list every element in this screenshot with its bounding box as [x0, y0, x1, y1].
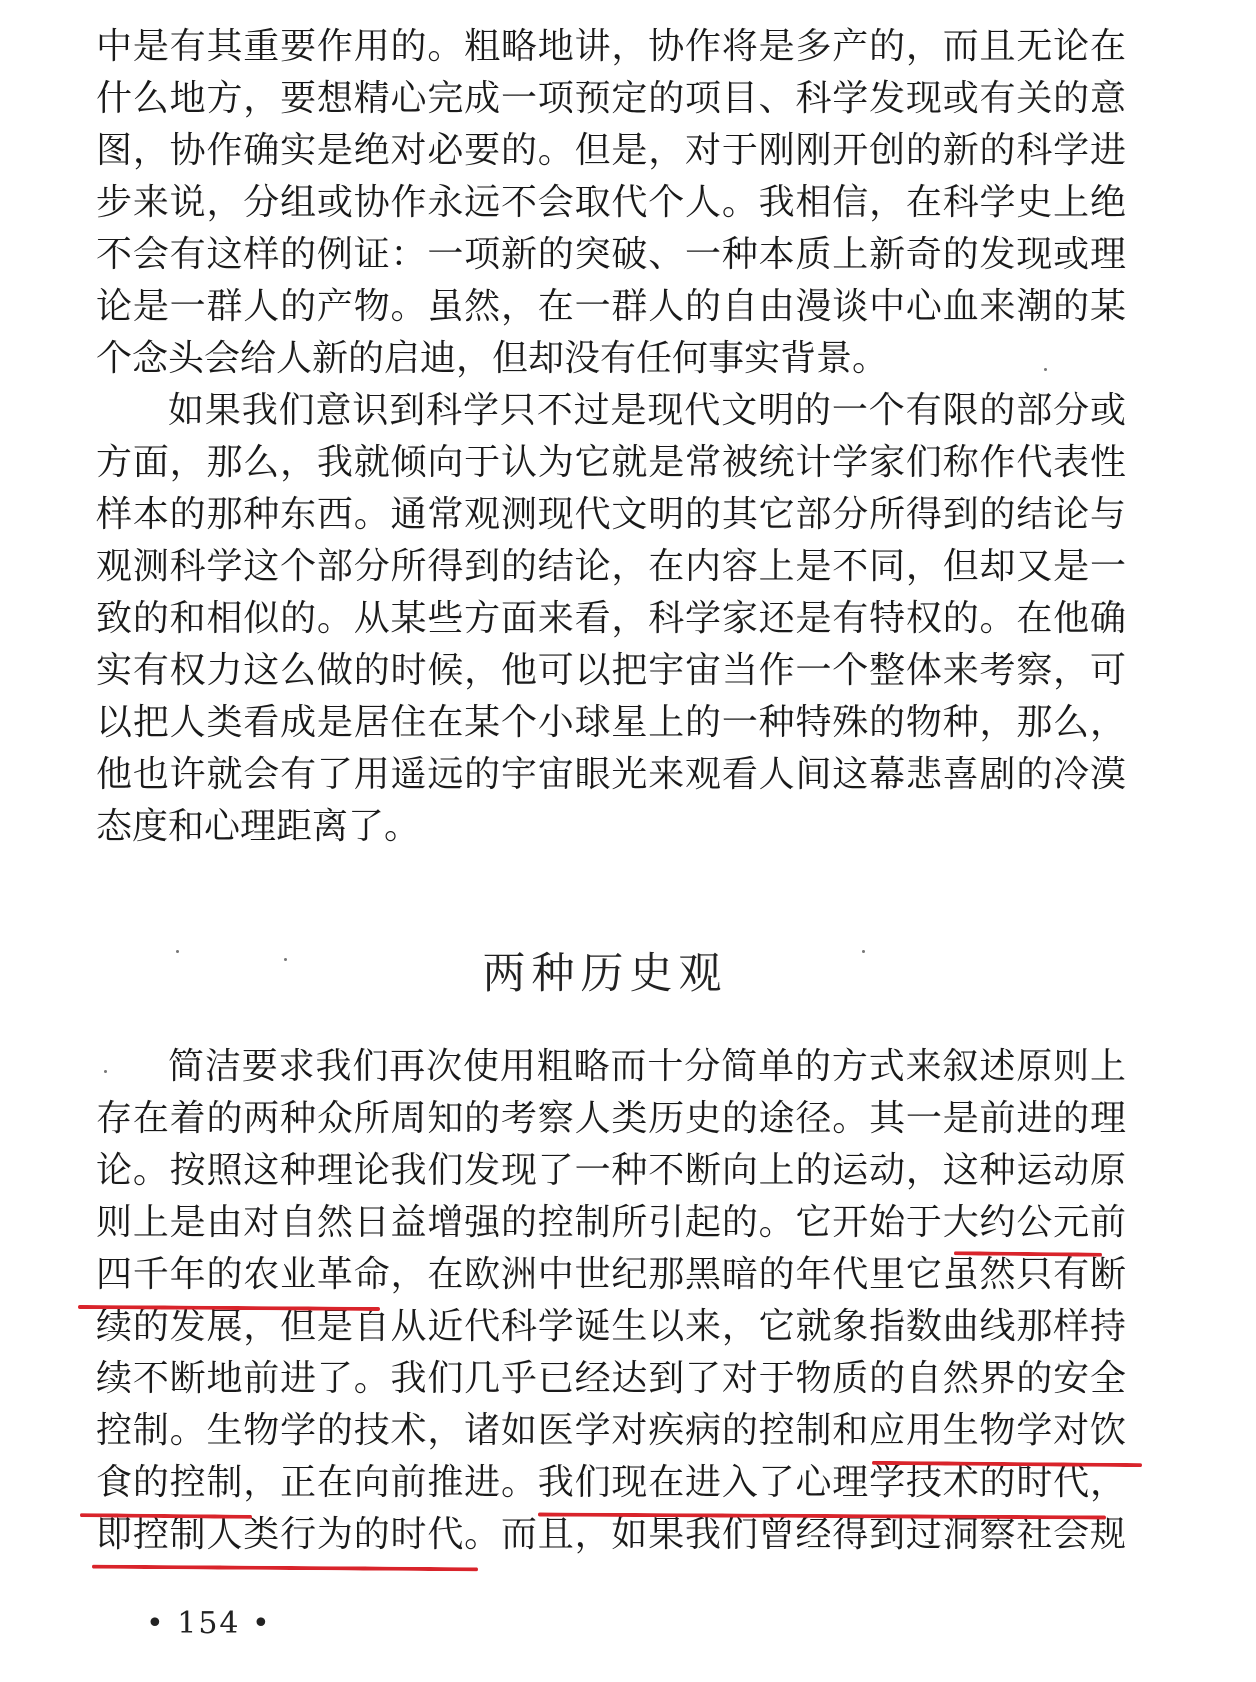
- paragraph3-line: 存在着的两种众所周知的考察人类历史的途径。其一是前进的理: [96, 1098, 1126, 1139]
- paragraph3-line: 即控制人类行为的时代。而且，如果我们曾经得到过洞察社会规: [96, 1514, 1126, 1555]
- highlight-underline: [92, 1565, 478, 1572]
- paragraph1-line: 论是一群人的产物。虽然，在一群人的自由漫谈中心血来潮的某: [96, 286, 1126, 327]
- paragraph3-line: 则上是由对自然日益增强的控制所引起的。它开始于大约公元前: [96, 1202, 1126, 1243]
- paragraph1-line: 图，协作确实是绝对必要的。但是，对于刚刚开创的新的科学进: [96, 130, 1126, 171]
- paragraph1-line: 中是有其重要作用的。粗略地讲，协作将是多产的，而且无论在: [96, 26, 1126, 67]
- paragraph3-line: 续的发展，但是自从近代科学诞生以来，它就象指数曲线那样持: [96, 1306, 1126, 1347]
- paragraph3-line: 控制。生物学的技术，诸如医学对疾病的控制和应用生物学对饮: [96, 1410, 1126, 1451]
- paragraph3-line: 续不断地前进了。我们几乎已经达到了对于物质的自然界的安全: [96, 1358, 1126, 1399]
- paragraph1-line: 步来说，分组或协作永远不会取代个人。我相信，在科学史上绝: [96, 182, 1126, 223]
- paragraph2-line: 致的和相似的。从某些方面来看，科学家还是有特权的。在他确: [96, 598, 1126, 639]
- paragraph2-line: 实有权力这么做的时候，他可以把宇宙当作一个整体来考察，可: [96, 650, 1126, 691]
- paragraph2-line: 样本的那种东西。通常观测现代文明的其它部分所得到的结论与: [96, 494, 1126, 535]
- scan-speck: [284, 958, 287, 961]
- paragraph2-line: 观测科学这个部分所得到的结论，在内容上是不同，但却又是一: [96, 546, 1126, 587]
- paragraph2-line: 他也许就会有了用遥远的宇宙眼光来观看人间这幕悲喜剧的冷漠: [96, 754, 1126, 795]
- paragraph2-line: 以把人类看成是居住在某个小球星上的一种特殊的物种，那么，: [96, 702, 1126, 743]
- paragraph1-line: 不会有这样的例证：一项新的突破、一种本质上新奇的发现或理: [96, 234, 1126, 275]
- paragraph2-line: 方面，那么，我就倾向于认为它就是常被统计学家们称作代表性: [96, 442, 1126, 483]
- scan-speck: [104, 1070, 107, 1073]
- scan-speck: [862, 950, 865, 953]
- paragraph1-line: 个念头会给人新的启迪，但却没有任何事实背景。: [96, 338, 889, 379]
- paragraph1-line: 什么地方，要想精心完成一项预定的项目、科学发现或有关的意: [96, 78, 1126, 119]
- paragraph3-line: 简洁要求我们再次使用粗略而十分简单的方式来叙述原则上: [168, 1046, 1126, 1087]
- section-heading: 两种历史观: [482, 949, 728, 999]
- paragraph3-line: 论。按照这种理论我们发现了一种不断向上的运动，这种运动原: [96, 1150, 1126, 1191]
- scan-speck: [1044, 368, 1047, 371]
- scan-speck: [176, 950, 179, 953]
- paragraph2-line: 如果我们意识到科学只不过是现代文明的一个有限的部分或: [168, 390, 1126, 431]
- paragraph2-line: 态度和心理距离了。: [96, 806, 421, 847]
- paragraph3-line: 四千年的农业革命，在欧洲中世纪那黑暗的年代里它虽然只有断: [96, 1254, 1126, 1295]
- paragraph3-line: 食的控制，正在向前推进。我们现在进入了心理学技术的时代，: [96, 1462, 1126, 1503]
- page-number: • 154 •: [146, 1606, 272, 1641]
